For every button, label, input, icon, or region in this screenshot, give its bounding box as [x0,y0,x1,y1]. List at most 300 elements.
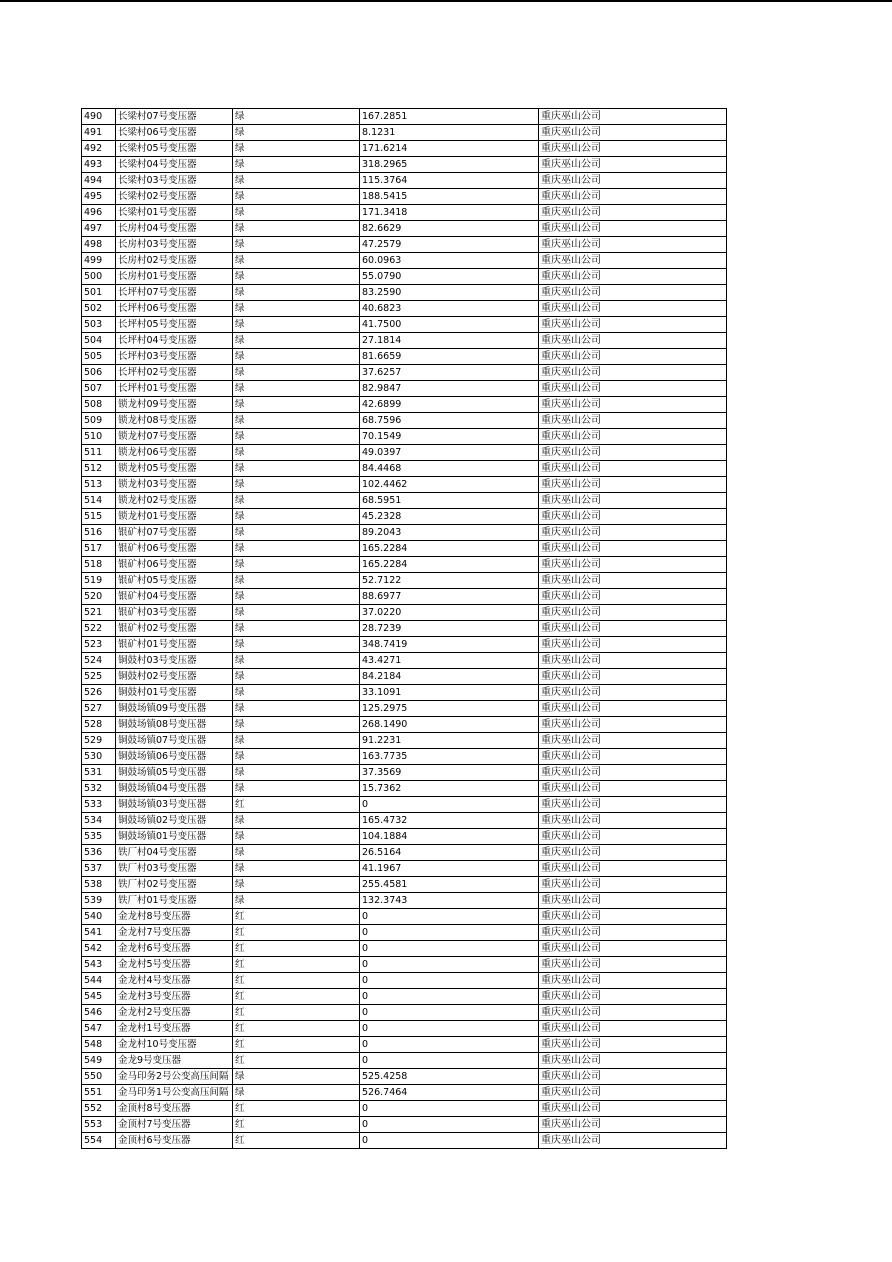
company-cell: 重庆巫山公司 [539,989,727,1005]
device-name-cell: 铜鼓场镇05号变压器 [116,765,233,781]
status-cell: 绿 [233,365,360,381]
device-name-cell: 金龙村7号变压器 [116,925,233,941]
company-cell: 重庆巫山公司 [539,1021,727,1037]
table-row [82,413,727,429]
value-cell: 68.7596 [360,413,539,429]
device-name-cell: 金龙村1号变压器 [116,1021,233,1037]
company-cell: 重庆巫山公司 [539,173,727,189]
table-row [82,349,727,365]
row-number-cell: 539 [82,893,116,909]
row-number-cell: 553 [82,1117,116,1133]
device-name-cell: 金马印务1号公变高压间隔 [116,1085,233,1101]
status-cell: 绿 [233,557,360,573]
value-cell: 171.3418 [360,205,539,221]
device-name-cell: 金马印务2号公变高压间隔 [116,1069,233,1085]
row-number-cell: 534 [82,813,116,829]
value-cell: 163.7735 [360,749,539,765]
company-cell: 重庆巫山公司 [539,1069,727,1085]
table-row [82,749,727,765]
company-cell: 重庆巫山公司 [539,381,727,397]
device-name-cell: 铁厂村02号变压器 [116,877,233,893]
table-row [82,861,727,877]
value-cell: 0 [360,1021,539,1037]
value-cell: 115.3764 [360,173,539,189]
status-cell: 绿 [233,429,360,445]
value-cell: 0 [360,1005,539,1021]
device-name-cell: 铜鼓场镇06号变压器 [116,749,233,765]
device-name-cell: 长梁村06号变压器 [116,125,233,141]
row-number-cell: 518 [82,557,116,573]
company-cell: 重庆巫山公司 [539,717,727,733]
status-cell: 绿 [233,269,360,285]
device-name-cell: 铜鼓场镇08号变压器 [116,717,233,733]
company-cell: 重庆巫山公司 [539,653,727,669]
table-row [82,797,727,813]
table-row [82,509,727,525]
company-cell: 重庆巫山公司 [539,445,727,461]
value-cell: 0 [360,941,539,957]
value-cell: 55.0790 [360,269,539,285]
company-cell: 重庆巫山公司 [539,813,727,829]
table-row [82,637,727,653]
table-row [82,1005,727,1021]
row-number-cell: 537 [82,861,116,877]
value-cell: 132.3743 [360,893,539,909]
value-cell: 0 [360,989,539,1005]
device-name-cell: 铜鼓场镇03号变压器 [116,797,233,813]
value-cell: 167.2851 [360,109,539,125]
device-name-cell: 长坪村07号变压器 [116,285,233,301]
company-cell: 重庆巫山公司 [539,237,727,253]
status-cell: 红 [233,1005,360,1021]
row-number-cell: 545 [82,989,116,1005]
row-number-cell: 491 [82,125,116,141]
company-cell: 重庆巫山公司 [539,141,727,157]
table-row [82,301,727,317]
table-row [82,285,727,301]
row-number-cell: 499 [82,253,116,269]
status-cell: 绿 [233,781,360,797]
company-cell: 重庆巫山公司 [539,621,727,637]
company-cell: 重庆巫山公司 [539,637,727,653]
table-row [82,813,727,829]
row-number-cell: 541 [82,925,116,941]
row-number-cell: 517 [82,541,116,557]
table-row [82,317,727,333]
value-cell: 525.4258 [360,1069,539,1085]
table-row [82,893,727,909]
table-row [82,477,727,493]
device-name-cell: 银矿村03号变压器 [116,605,233,621]
company-cell: 重庆巫山公司 [539,125,727,141]
company-cell: 重庆巫山公司 [539,557,727,573]
device-name-cell: 金龙村4号变压器 [116,973,233,989]
company-cell: 重庆巫山公司 [539,893,727,909]
table-row [82,781,727,797]
row-number-cell: 493 [82,157,116,173]
table-row [82,1117,727,1133]
value-cell: 102.4462 [360,477,539,493]
status-cell: 红 [233,941,360,957]
value-cell: 41.7500 [360,317,539,333]
device-name-cell: 铁厂村04号变压器 [116,845,233,861]
table-row [82,1053,727,1069]
table-row [82,909,727,925]
status-cell: 绿 [233,461,360,477]
device-name-cell: 长坪村01号变压器 [116,381,233,397]
value-cell: 0 [360,1117,539,1133]
company-cell: 重庆巫山公司 [539,365,727,381]
row-number-cell: 530 [82,749,116,765]
status-cell: 绿 [233,413,360,429]
table-row [82,333,727,349]
company-cell: 重庆巫山公司 [539,1085,727,1101]
device-name-cell: 锁龙村09号变压器 [116,397,233,413]
status-cell: 红 [233,973,360,989]
company-cell: 重庆巫山公司 [539,429,727,445]
status-cell: 绿 [233,173,360,189]
value-cell: 82.9847 [360,381,539,397]
status-cell: 绿 [233,541,360,557]
device-name-cell: 长坪村05号变压器 [116,317,233,333]
value-cell: 171.6214 [360,141,539,157]
company-cell: 重庆巫山公司 [539,973,727,989]
value-cell: 43.4271 [360,653,539,669]
table-row [82,669,727,685]
status-cell: 绿 [233,189,360,205]
device-name-cell: 银矿村05号变压器 [116,573,233,589]
status-cell: 绿 [233,445,360,461]
company-cell: 重庆巫山公司 [539,461,727,477]
device-name-cell: 长坪村02号变压器 [116,365,233,381]
table-row [82,717,727,733]
table-row [82,829,727,845]
table-row [82,989,727,1005]
company-cell: 重庆巫山公司 [539,605,727,621]
device-name-cell: 金龙村10号变压器 [116,1037,233,1053]
value-cell: 81.6659 [360,349,539,365]
row-number-cell: 525 [82,669,116,685]
value-cell: 45.2328 [360,509,539,525]
device-name-cell: 长房村02号变压器 [116,253,233,269]
row-number-cell: 515 [82,509,116,525]
company-cell: 重庆巫山公司 [539,413,727,429]
device-name-cell: 金龙9号变压器 [116,1053,233,1069]
company-cell: 重庆巫山公司 [539,861,727,877]
device-name-cell: 长梁村07号变压器 [116,109,233,125]
row-number-cell: 522 [82,621,116,637]
row-number-cell: 543 [82,957,116,973]
value-cell: 37.6257 [360,365,539,381]
value-cell: 125.2975 [360,701,539,717]
status-cell: 绿 [233,301,360,317]
company-cell: 重庆巫山公司 [539,221,727,237]
value-cell: 84.4468 [360,461,539,477]
status-cell: 绿 [233,573,360,589]
status-cell: 红 [233,957,360,973]
row-number-cell: 554 [82,1133,116,1149]
company-cell: 重庆巫山公司 [539,205,727,221]
value-cell: 37.3569 [360,765,539,781]
row-number-cell: 521 [82,605,116,621]
company-cell: 重庆巫山公司 [539,269,727,285]
table-row [82,397,727,413]
status-cell: 绿 [233,589,360,605]
table-row [82,605,727,621]
device-name-cell: 长坪村04号变压器 [116,333,233,349]
device-name-cell: 金顶村7号变压器 [116,1117,233,1133]
value-cell: 104.1884 [360,829,539,845]
status-cell: 绿 [233,749,360,765]
row-number-cell: 549 [82,1053,116,1069]
device-name-cell: 铜鼓村03号变压器 [116,653,233,669]
company-cell: 重庆巫山公司 [539,189,727,205]
value-cell: 268.1490 [360,717,539,733]
table-row [82,877,727,893]
company-cell: 重庆巫山公司 [539,781,727,797]
status-cell: 红 [233,1133,360,1149]
status-cell: 绿 [233,1069,360,1085]
table-row [82,765,727,781]
table-row [82,525,727,541]
status-cell: 红 [233,1101,360,1117]
device-name-cell: 铁厂村01号变压器 [116,893,233,909]
company-cell: 重庆巫山公司 [539,941,727,957]
row-number-cell: 544 [82,973,116,989]
company-cell: 重庆巫山公司 [539,509,727,525]
company-cell: 重庆巫山公司 [539,685,727,701]
value-cell: 526.7464 [360,1085,539,1101]
row-number-cell: 526 [82,685,116,701]
row-number-cell: 498 [82,237,116,253]
company-cell: 重庆巫山公司 [539,701,727,717]
value-cell: 0 [360,957,539,973]
row-number-cell: 502 [82,301,116,317]
table-row [82,141,727,157]
device-name-cell: 铜鼓场镇01号变压器 [116,829,233,845]
company-cell: 重庆巫山公司 [539,541,727,557]
value-cell: 0 [360,1053,539,1069]
table-row [82,653,727,669]
value-cell: 89.2043 [360,525,539,541]
table-row [82,493,727,509]
status-cell: 绿 [233,845,360,861]
row-number-cell: 506 [82,365,116,381]
table-row [82,925,727,941]
device-name-cell: 锁龙村08号变压器 [116,413,233,429]
device-name-cell: 长坪村06号变压器 [116,301,233,317]
value-cell: 27.1814 [360,333,539,349]
row-number-cell: 532 [82,781,116,797]
company-cell: 重庆巫山公司 [539,765,727,781]
device-name-cell: 锁龙村06号变压器 [116,445,233,461]
table-row [82,445,727,461]
status-cell: 红 [233,925,360,941]
company-cell: 重庆巫山公司 [539,909,727,925]
transformer-table [81,108,727,1149]
row-number-cell: 548 [82,1037,116,1053]
row-number-cell: 516 [82,525,116,541]
table-row [82,253,727,269]
value-cell: 70.1549 [360,429,539,445]
row-number-cell: 496 [82,205,116,221]
status-cell: 绿 [233,285,360,301]
row-number-cell: 509 [82,413,116,429]
company-cell: 重庆巫山公司 [539,669,727,685]
status-cell: 绿 [233,701,360,717]
row-number-cell: 527 [82,701,116,717]
row-number-cell: 500 [82,269,116,285]
value-cell: 42.6899 [360,397,539,413]
value-cell: 165.2284 [360,557,539,573]
row-number-cell: 510 [82,429,116,445]
row-number-cell: 490 [82,109,116,125]
device-name-cell: 铜鼓村02号变压器 [116,669,233,685]
table-row [82,941,727,957]
row-number-cell: 492 [82,141,116,157]
table-row [82,109,727,125]
table-row [82,205,727,221]
value-cell: 348.7419 [360,637,539,653]
value-cell: 91.2231 [360,733,539,749]
row-number-cell: 512 [82,461,116,477]
row-number-cell: 514 [82,493,116,509]
table-row [82,1101,727,1117]
value-cell: 0 [360,1037,539,1053]
company-cell: 重庆巫山公司 [539,525,727,541]
company-cell: 重庆巫山公司 [539,829,727,845]
company-cell: 重庆巫山公司 [539,253,727,269]
device-name-cell: 长梁村04号变压器 [116,157,233,173]
table-row [82,621,727,637]
row-number-cell: 550 [82,1069,116,1085]
company-cell: 重庆巫山公司 [539,1117,727,1133]
table-row [82,221,727,237]
table-row [82,1069,727,1085]
device-name-cell: 金龙村5号变压器 [116,957,233,973]
value-cell: 165.4732 [360,813,539,829]
value-cell: 15.7362 [360,781,539,797]
status-cell: 红 [233,1037,360,1053]
table-row [82,189,727,205]
value-cell: 41.1967 [360,861,539,877]
company-cell: 重庆巫山公司 [539,797,727,813]
company-cell: 重庆巫山公司 [539,1037,727,1053]
table-row [82,269,727,285]
status-cell: 绿 [233,829,360,845]
device-name-cell: 金龙村2号变压器 [116,1005,233,1021]
status-cell: 绿 [233,877,360,893]
row-number-cell: 531 [82,765,116,781]
table-row [82,381,727,397]
status-cell: 红 [233,1117,360,1133]
row-number-cell: 507 [82,381,116,397]
device-name-cell: 银矿村04号变压器 [116,589,233,605]
device-name-cell: 银矿村06号变压器 [116,557,233,573]
status-cell: 红 [233,909,360,925]
device-name-cell: 长坪村03号变压器 [116,349,233,365]
value-cell: 52.7122 [360,573,539,589]
row-number-cell: 538 [82,877,116,893]
status-cell: 绿 [233,525,360,541]
status-cell: 绿 [233,381,360,397]
company-cell: 重庆巫山公司 [539,749,727,765]
status-cell: 绿 [233,813,360,829]
device-name-cell: 锁龙村07号变压器 [116,429,233,445]
value-cell: 40.6823 [360,301,539,317]
status-cell: 绿 [233,333,360,349]
status-cell: 绿 [233,653,360,669]
status-cell: 绿 [233,157,360,173]
value-cell: 188.5415 [360,189,539,205]
status-cell: 红 [233,1021,360,1037]
status-cell: 绿 [233,349,360,365]
value-cell: 0 [360,909,539,925]
value-cell: 165.2284 [360,541,539,557]
status-cell: 红 [233,1053,360,1069]
company-cell: 重庆巫山公司 [539,845,727,861]
company-cell: 重庆巫山公司 [539,349,727,365]
device-name-cell: 银矿村07号变压器 [116,525,233,541]
device-name-cell: 金龙村3号变压器 [116,989,233,1005]
device-name-cell: 银矿村02号变压器 [116,621,233,637]
value-cell: 0 [360,797,539,813]
value-cell: 68.5951 [360,493,539,509]
status-cell: 绿 [233,125,360,141]
row-number-cell: 535 [82,829,116,845]
table-row [82,1085,727,1101]
table-row [82,845,727,861]
device-name-cell: 铜鼓场镇04号变压器 [116,781,233,797]
company-cell: 重庆巫山公司 [539,1053,727,1069]
row-number-cell: 547 [82,1021,116,1037]
table-row [82,125,727,141]
table-row [82,973,727,989]
status-cell: 绿 [233,717,360,733]
row-number-cell: 495 [82,189,116,205]
status-cell: 绿 [233,1085,360,1101]
value-cell: 0 [360,1133,539,1149]
value-cell: 0 [360,925,539,941]
device-name-cell: 长梁村03号变压器 [116,173,233,189]
status-cell: 绿 [233,253,360,269]
device-name-cell: 金顶村6号变压器 [116,1133,233,1149]
status-cell: 绿 [233,605,360,621]
table-row [82,573,727,589]
row-number-cell: 520 [82,589,116,605]
status-cell: 绿 [233,669,360,685]
device-name-cell: 长梁村01号变压器 [116,205,233,221]
row-number-cell: 504 [82,333,116,349]
table-row [82,557,727,573]
table-row [82,1037,727,1053]
value-cell: 47.2579 [360,237,539,253]
value-cell: 33.1091 [360,685,539,701]
row-number-cell: 524 [82,653,116,669]
company-cell: 重庆巫山公司 [539,493,727,509]
value-cell: 84.2184 [360,669,539,685]
company-cell: 重庆巫山公司 [539,589,727,605]
table-row [82,365,727,381]
row-number-cell: 529 [82,733,116,749]
device-name-cell: 长梁村05号变压器 [116,141,233,157]
status-cell: 绿 [233,685,360,701]
company-cell: 重庆巫山公司 [539,333,727,349]
device-name-cell: 铜鼓场镇09号变压器 [116,701,233,717]
value-cell: 0 [360,973,539,989]
company-cell: 重庆巫山公司 [539,957,727,973]
device-name-cell: 金顶村8号变压器 [116,1101,233,1117]
